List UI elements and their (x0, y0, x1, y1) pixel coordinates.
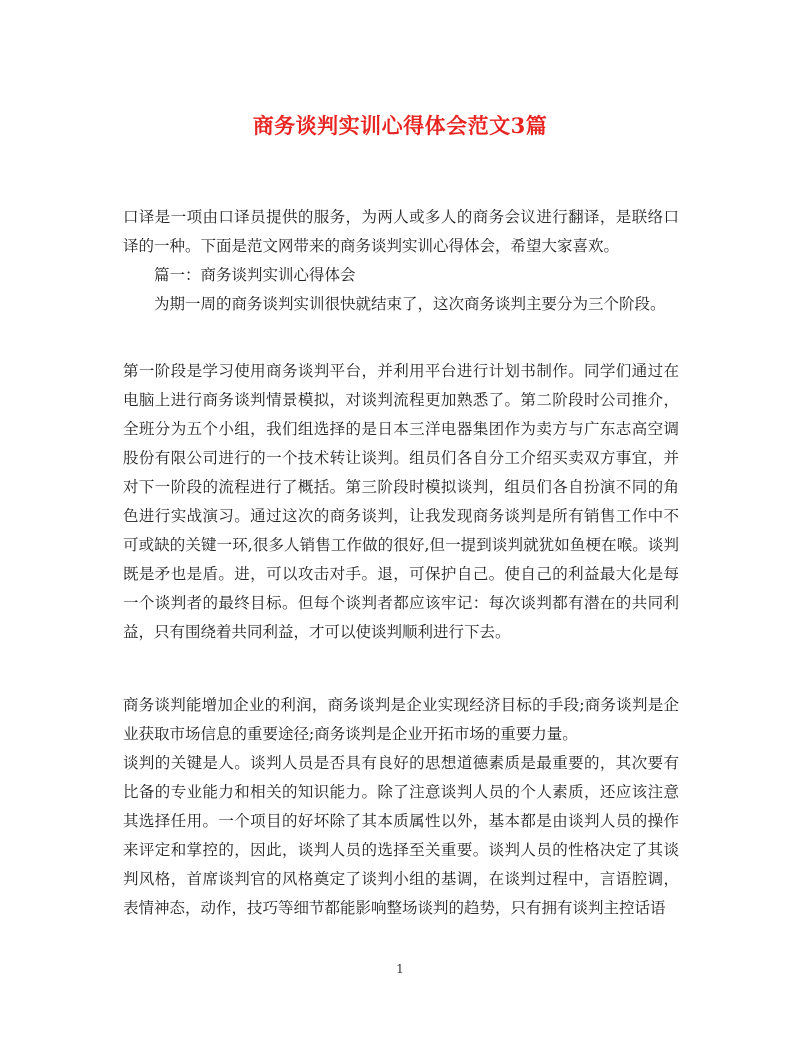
intro-paragraph: 口译是一项由口译员提供的服务，为两人或多人的商务会议进行翻译，是联络口译的一种。下面是范文网带来的商务谈判实训心得体会，希望大家喜欢。 (123, 208, 679, 255)
people-paragraph: 谈判的关键是人。谈判人员是否具有良好的思想道德素质是最重要的，其次要有比备的专业能力和相关的知识能力。除了注意谈判人员的个人素质，还应该注意其选择任用。一个项目的好坏除了其本质属性以外，基本都是由谈判人员的操作来评定和掌控的，因此，谈判人员的选择至关重要。谈判人员的性格决定了其谈判风格，首席谈判官的风格奠定了谈判小组的基调，在谈判过程中，言语腔调，表情神态，动作，技巧等细节都能影响整场谈判的趋势，只有拥有谈判主控话语 (123, 754, 679, 917)
document-title: 商务谈判实训心得体会范文3篇 (252, 113, 548, 138)
section-heading: 篇一：商务谈判实训心得体会 (154, 266, 356, 284)
intro-block (123, 203, 679, 319)
page-number: 1 (396, 962, 404, 976)
stages-block (123, 357, 679, 647)
importance-block (123, 691, 679, 923)
overview-paragraph: 为期一周的商务谈判实训很快就结束了，这次商务谈判主要分为三个阶段。 (154, 295, 666, 313)
importance-paragraph: 商务谈判能增加企业的利润，商务谈判是企业实现经济目标的手段;商务谈判是企业获取市场信息的重要途径;商务谈判是企业开拓市场的重要力量。 (123, 696, 679, 743)
stages-paragraph: 第一阶段是学习使用商务谈判平台，并利用平台进行计划书制作。同学们通过在电脑上进行商务谈判情景模拟，对谈判流程更加熟悉了。第二阶段时公司推介，全班分为五个小组，我们组选择的是日本三洋电器集团作为卖方与广东志高空调股份有限公司进行的一个技术转让谈判。组员们各自分工介绍买卖双方事宜，并对下一阶段的流程进行了概括。第三阶段时模拟谈判，组员们各自扮演不同的角色进行实战演习。通过这次的商务谈判，让我发现商务谈判是所有销售工作中不可或缺的关键一环,很多人销售工作做的很好,但一提到谈判就犹如鱼梗在喉。谈判既是矛也是盾。进，可以攻击对手。退，可保护自己。使自己的利益最大化是每一个谈判者的最终目标。但每个谈判者都应该牢记：每次谈判都有潜在的共同利益，只有围绕着共同利益，才可以使谈判顺利进行下去。 (123, 362, 679, 641)
